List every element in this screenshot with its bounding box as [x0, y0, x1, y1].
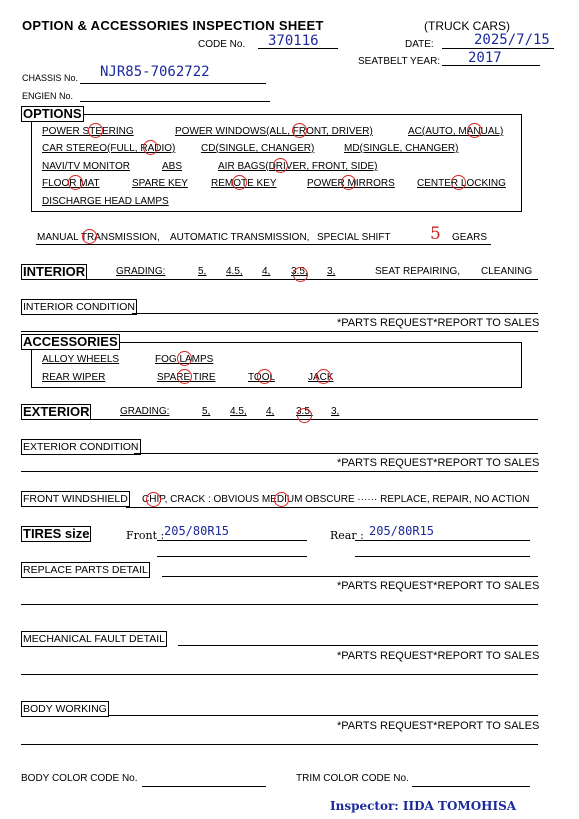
option-floor-mat[interactable]: FLOOR MAT — [42, 178, 100, 189]
check-mark-circle — [293, 267, 308, 282]
inspector-signature: Inspector: IIDA TOMOHISA — [330, 799, 517, 813]
check-mark-circle — [177, 369, 192, 384]
option-power-windows[interactable]: POWER WINDOWS(ALL, FRONT, DRIVER) — [175, 126, 373, 137]
trim-color-code-label: TRIM COLOR CODE No. — [296, 773, 409, 784]
chassis-value[interactable]: NJR85-7062722 — [100, 64, 210, 80]
interior-grade-3[interactable]: 3, — [327, 266, 336, 277]
special-shift[interactable]: SPECIAL SHIFT — [317, 232, 391, 243]
manual-transmission[interactable]: MANUAL TRANSMISSION, — [37, 232, 160, 243]
check-mark-circle — [273, 158, 288, 173]
code-value[interactable]: 370116 — [268, 33, 319, 49]
code-label: CODE No. — [198, 39, 246, 50]
interior-grading-label: GRADING: — [116, 266, 166, 277]
tires-heading: TIRES size — [23, 526, 90, 541]
date-label: DATE: — [405, 39, 434, 50]
body-color-code-label: BODY COLOR CODE No. — [21, 773, 138, 784]
accessory-rear-wiper[interactable]: REAR WIPER — [42, 372, 106, 383]
option-abs[interactable]: ABS — [162, 161, 183, 172]
check-mark-circle — [467, 123, 482, 138]
option-ac[interactable]: AC(AUTO, MANUAL) — [408, 126, 504, 137]
check-mark-circle — [82, 229, 97, 244]
check-mark-circle — [316, 369, 331, 384]
accessories-heading: ACCESSORIES — [23, 334, 118, 349]
windshield-label: FRONT WINDSHIELD — [23, 493, 128, 505]
seatbelt-value[interactable]: 2017 — [468, 50, 502, 66]
interior-grade-3-5[interactable]: 3.5, — [291, 266, 308, 277]
replace-parts-label: REPLACE PARTS DETAIL — [23, 564, 148, 576]
option-power-mirrors[interactable]: POWER MIRRORS — [307, 178, 395, 189]
option-md[interactable]: MD(SINGLE, CHANGER) — [344, 143, 459, 154]
exterior-grade-5[interactable]: 5, — [202, 406, 211, 417]
sheet-title: OPTION & ACCESSORIES INSPECTION SHEET — [22, 18, 324, 33]
replace-parts-note: *PARTS REQUEST*REPORT TO SALES — [337, 580, 540, 592]
check-mark-circle — [257, 369, 272, 384]
option-power-steering[interactable]: POWER STEERING — [42, 126, 134, 137]
check-mark-circle — [177, 351, 192, 366]
options-heading: OPTIONS — [23, 106, 82, 121]
body-working-label: BODY WORKING — [23, 703, 107, 715]
option-spare-key[interactable]: SPARE KEY — [132, 178, 188, 189]
interior-parts-note: *PARTS REQUEST*REPORT TO SALES — [337, 317, 540, 329]
vehicle-category: (TRUCK CARS) — [424, 19, 510, 33]
accessory-jack[interactable]: JACK — [308, 372, 334, 383]
check-mark-circle — [146, 492, 161, 507]
option-navi-tv[interactable]: NAVI/TV MONITOR — [42, 161, 130, 172]
tires-front-label: Front : — [126, 529, 165, 542]
exterior-grade-3[interactable]: 3, — [331, 406, 340, 417]
seat-repairing[interactable]: SEAT REPAIRING, — [375, 266, 461, 277]
option-center-locking[interactable]: CENTER LOCKING — [417, 178, 506, 189]
option-air-bags[interactable]: AIR BAGS(DRIVER, FRONT, SIDE) — [218, 161, 378, 172]
gears-label: GEARS — [452, 232, 488, 243]
option-car-stereo[interactable]: CAR STEREO(FULL, RADIO) — [42, 143, 176, 154]
body-parts-note: *PARTS REQUEST*REPORT TO SALES — [337, 720, 540, 732]
exterior-parts-note: *PARTS REQUEST*REPORT TO SALES — [337, 457, 540, 469]
exterior-grade-4[interactable]: 4, — [266, 406, 275, 417]
tires-rear-value[interactable]: 205/80R15 — [369, 524, 435, 538]
check-mark-circle — [297, 408, 312, 423]
option-cd[interactable]: CD(SINGLE, CHANGER) — [201, 143, 315, 154]
exterior-grading-label: GRADING: — [120, 406, 170, 417]
accessory-alloy-wheels[interactable]: ALLOY WHEELS — [42, 354, 120, 365]
check-mark-circle — [292, 123, 307, 138]
check-mark-circle — [451, 175, 466, 190]
check-mark-circle — [88, 123, 103, 138]
exterior-grade-3-5[interactable]: 3.5, — [296, 406, 313, 417]
accessory-tool[interactable]: TOOL — [248, 372, 276, 383]
chassis-label: CHASSIS No. — [22, 73, 79, 83]
engine-label: ENGIEN No. — [22, 91, 74, 101]
interior-grade-5[interactable]: 5, — [198, 266, 207, 277]
check-mark-circle — [274, 492, 289, 507]
interior-condition-label: INTERIOR CONDITION — [23, 301, 135, 313]
interior-grade-4-5[interactable]: 4.5, — [226, 266, 243, 277]
cleaning[interactable]: CLEANING — [481, 266, 533, 277]
check-mark-circle — [143, 140, 158, 155]
interior-grade-4[interactable]: 4, — [262, 266, 271, 277]
option-discharge-lamps[interactable]: DISCHARGE HEAD LAMPS — [42, 196, 169, 207]
automatic-transmission[interactable]: AUTOMATIC TRANSMISSION, — [170, 232, 310, 243]
mechanical-fault-label: MECHANICAL FAULT DETAIL — [23, 633, 165, 645]
gears-value[interactable]: 5 — [430, 224, 441, 244]
windshield-options[interactable]: CHIP, CRACK : OBVIOUS MEDIUM OBSCURE ······ REPLACE, REPAIR, NO ACTION — [142, 494, 530, 505]
tires-front-value[interactable]: 205/80R15 — [164, 524, 230, 538]
check-mark-circle — [232, 175, 247, 190]
exterior-condition-label: EXTERIOR CONDITION — [23, 441, 139, 453]
check-mark-circle — [341, 175, 356, 190]
check-mark-circle — [68, 175, 83, 190]
exterior-heading: EXTERIOR — [23, 404, 90, 419]
date-value[interactable]: 2025/7/15 — [474, 32, 550, 48]
accessory-spare-tire[interactable]: SPARE TIRE — [157, 372, 216, 383]
interior-heading: INTERIOR — [23, 264, 86, 279]
accessory-fog-lamps[interactable]: FOG LAMPS — [155, 354, 214, 365]
mechanical-parts-note: *PARTS REQUEST*REPORT TO SALES — [337, 650, 540, 662]
seatbelt-label: SEATBELT YEAR: — [358, 56, 441, 67]
exterior-grade-4-5[interactable]: 4.5, — [230, 406, 247, 417]
option-remote-key[interactable]: REMOTE KEY — [211, 178, 277, 189]
tires-rear-label: Rear : — [330, 529, 364, 542]
